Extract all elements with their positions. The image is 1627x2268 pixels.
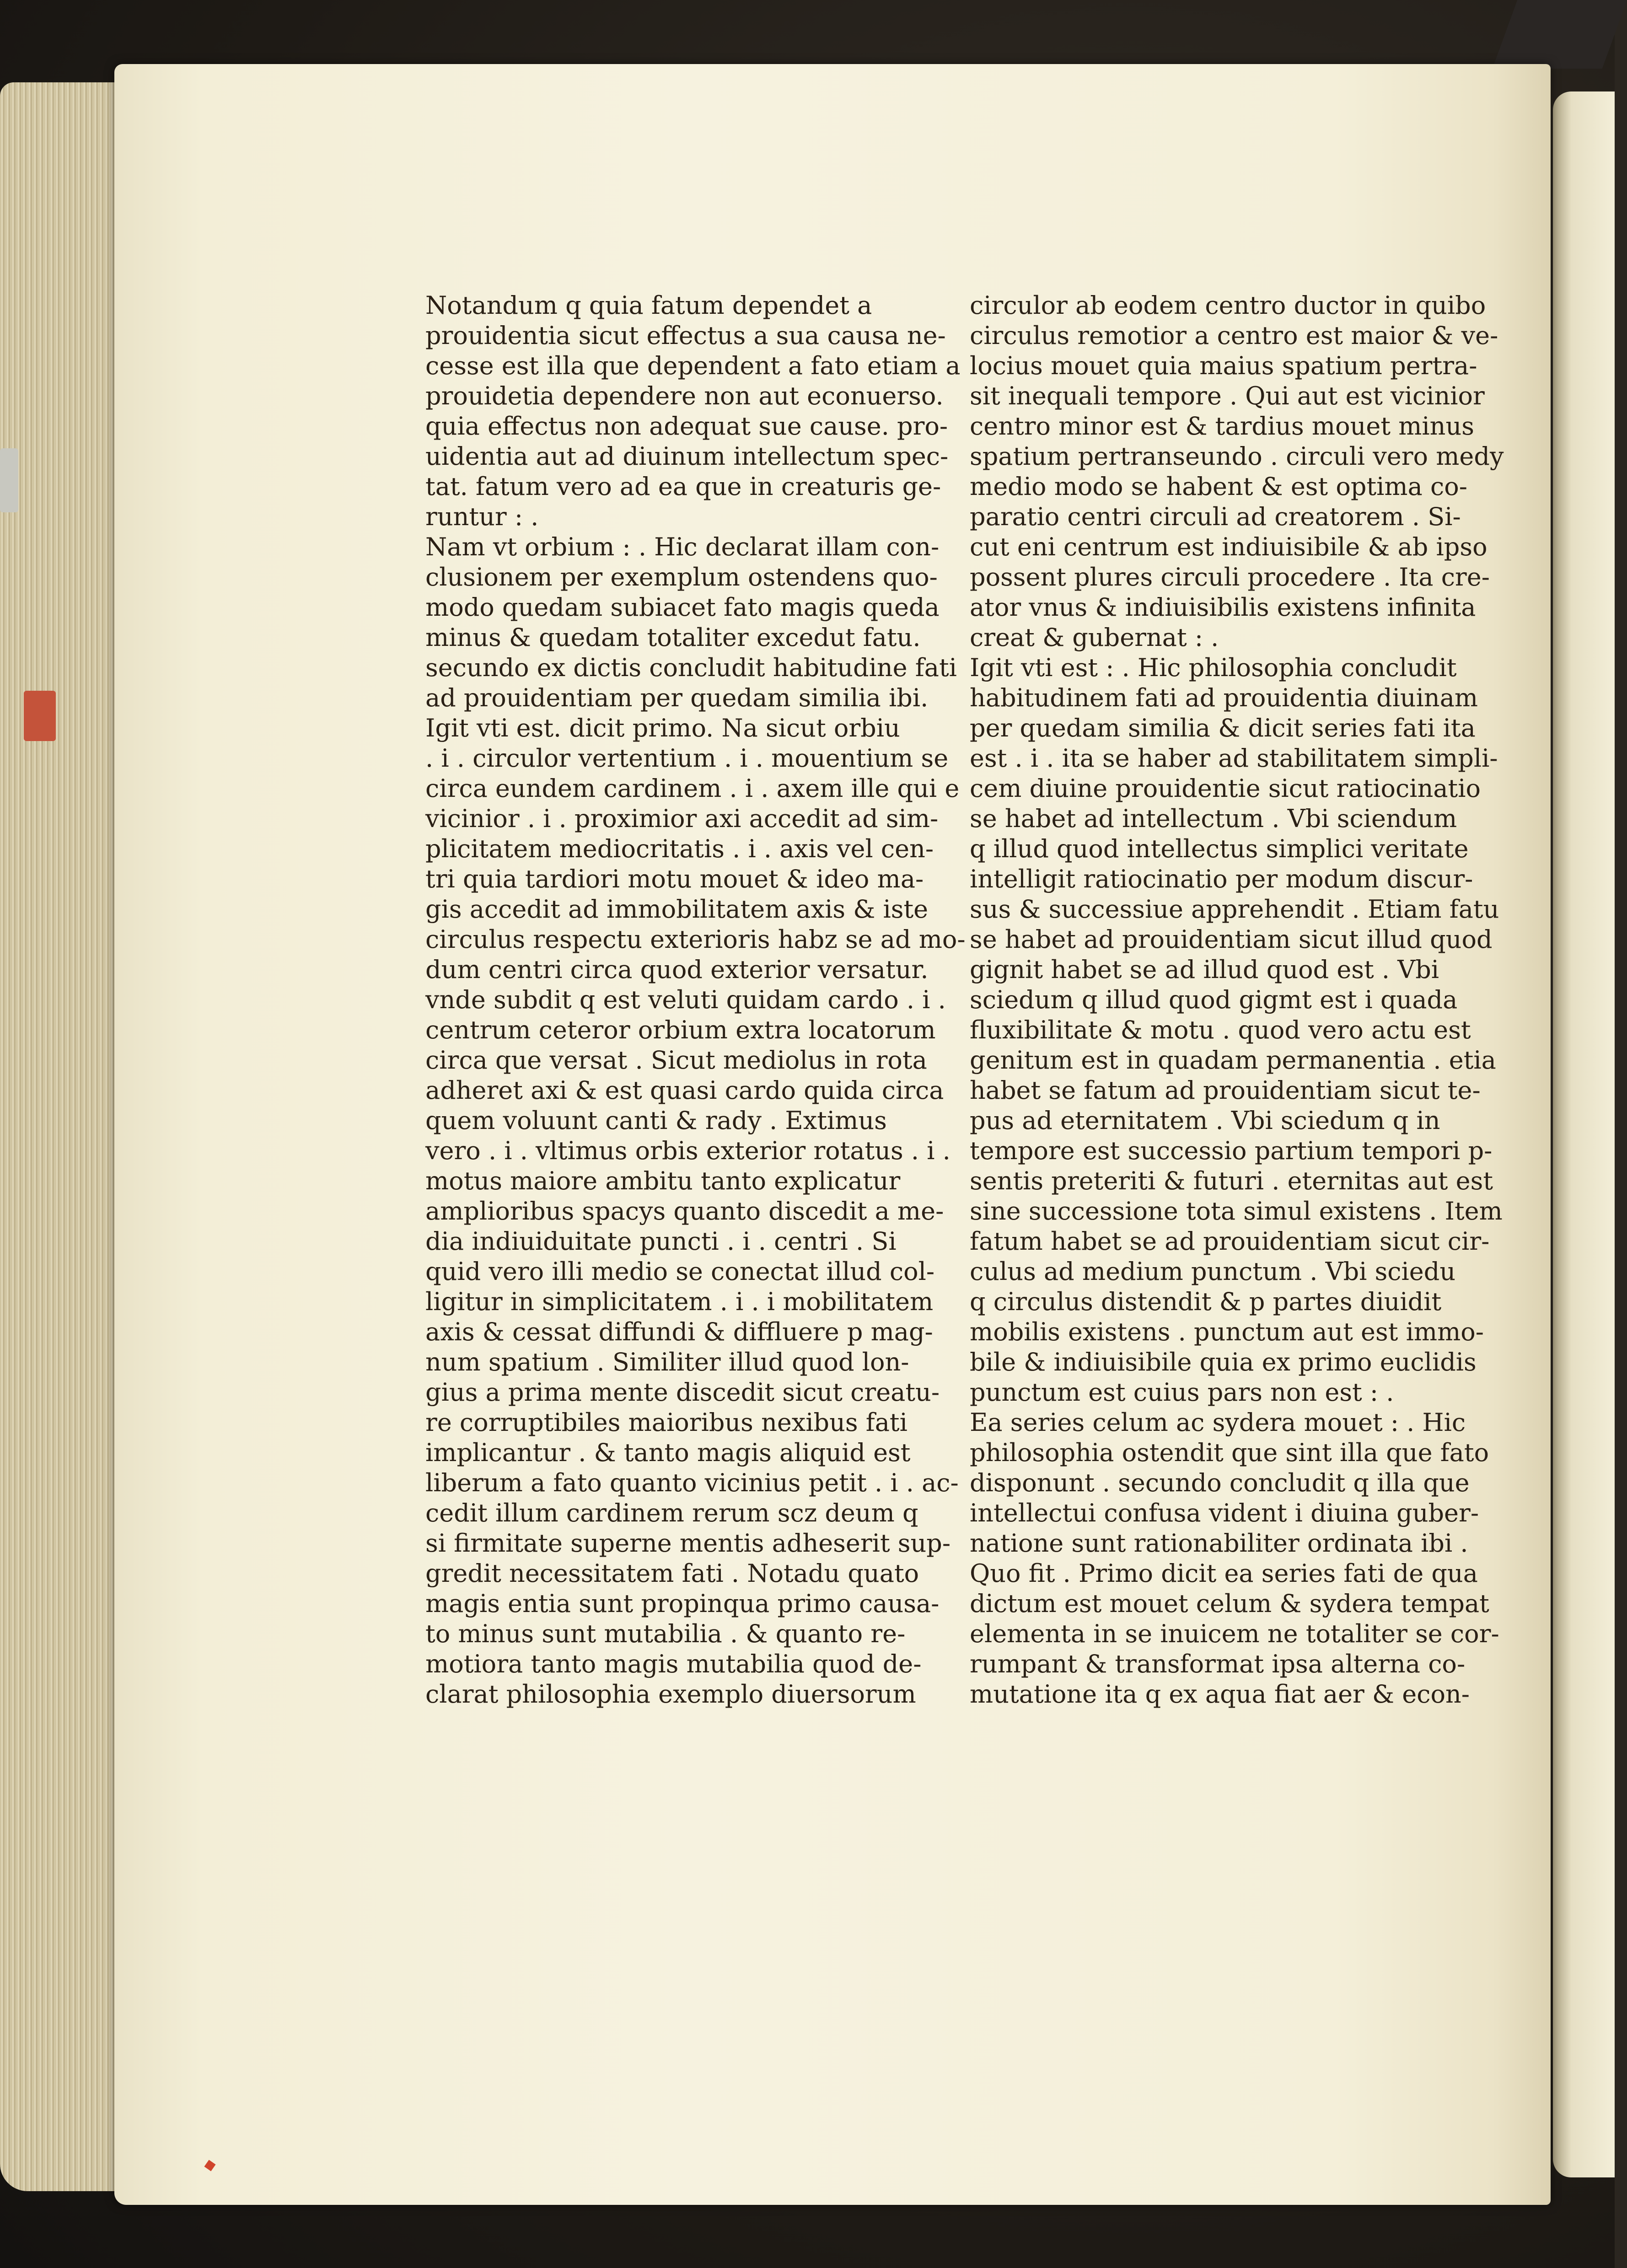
text-line: quem voluunt canti & rady . Extimus bbox=[425, 1106, 887, 1135]
text-line: si firmitate superne mentis adheserit sup- bbox=[425, 1529, 951, 1558]
text-line: possent plures circuli procedere . Ita cre- bbox=[970, 563, 1490, 591]
text-line: magis entia sunt propinqua primo causa- bbox=[425, 1589, 940, 1618]
text-line: gis accedit ad immobilitatem axis & iste bbox=[425, 895, 929, 924]
text-line: circa eundem cardinem . i . axem ille qui e bbox=[425, 774, 960, 803]
text-line: circulus respectu exterioris habz se ad mo- bbox=[425, 925, 966, 954]
text-line: pus ad eternitatem . Vbi sciedum q in bbox=[970, 1106, 1440, 1135]
text-line: gignit habet se ad illud quod est . Vbi bbox=[970, 955, 1439, 984]
facing-page-edge bbox=[1553, 91, 1615, 2177]
text-line: spatium pertranseundo . circuli vero medy bbox=[970, 442, 1504, 471]
text-line: Nam vt orbium : . Hic declarat illam con- bbox=[425, 532, 940, 561]
book-edge-pages bbox=[0, 82, 119, 2191]
text-line: circulus remotior a centro est maior & ve- bbox=[970, 321, 1498, 350]
text-line: tat. fatum vero ad ea que in creaturis ge- bbox=[425, 472, 941, 501]
text-line: sentis preteriti & futuri . eternitas aut est bbox=[970, 1166, 1493, 1195]
text-line: re corruptibiles maioribus nexibus fati bbox=[425, 1408, 907, 1437]
text-line: motiora tanto magis mutabilia quod de- bbox=[425, 1650, 922, 1678]
text-line: vero . i . vltimus orbis exterior rotatus . i . bbox=[425, 1136, 950, 1165]
text-line: punctum est cuius pars non est : . bbox=[970, 1378, 1394, 1407]
text-line: motus maiore ambitu tanto explicatur bbox=[425, 1166, 901, 1195]
text-line: liberum a fato quanto vicinius petit . i . ac- bbox=[425, 1468, 959, 1497]
text-line: Quo fit . Primo dicit ea series fati de qua bbox=[970, 1559, 1478, 1588]
text-line: locius mouet quia maius spatium pertra- bbox=[970, 351, 1477, 380]
text-line: cesse est illa que dependent a fato etiam a bbox=[425, 351, 961, 380]
text-line: cem diuine prouidentie sicut ratiocinatio bbox=[970, 774, 1481, 803]
text-line: quia effectus non adequat sue cause. pro- bbox=[425, 412, 948, 441]
text-line: q illud quod intellectus simplici veritate bbox=[970, 834, 1469, 863]
text-line: creat & gubernat : . bbox=[970, 623, 1219, 652]
text-line: disponunt . secundo concludit q illa que bbox=[970, 1468, 1470, 1497]
text-line: Ea series celum ac sydera mouet : . Hic bbox=[970, 1408, 1466, 1437]
text-line: amplioribus spacys quanto discedit a me- bbox=[425, 1197, 944, 1225]
text-line: intelligit ratiocinatio per modum discur- bbox=[970, 865, 1473, 893]
text-line: tri quia tardiori motu mouet & ideo ma- bbox=[425, 865, 924, 893]
text-line: dia indiuiduitate puncti . i . centri . Si bbox=[425, 1227, 897, 1256]
text-line: secundo ex dictis concludit habitudine fati bbox=[425, 653, 957, 682]
text-line: centrum ceteror orbium extra locatorum bbox=[425, 1016, 936, 1044]
text-line: bile & indiuisibile quia ex primo euclidis bbox=[970, 1348, 1477, 1376]
text-line: circa que versat . Sicut mediolus in rota bbox=[425, 1046, 927, 1075]
text-line: implicantur . & tanto magis aliquid est bbox=[425, 1438, 911, 1467]
text-line: per quedam similia & dicit series fati ita bbox=[970, 714, 1476, 742]
text-line: sine successione tota simul existens . Item bbox=[970, 1197, 1503, 1225]
text-line: adheret axi & est quasi cardo quida circa bbox=[425, 1076, 944, 1105]
text-line: mutatione ita q ex aqua fiat aer & econ- bbox=[970, 1680, 1470, 1709]
red-tab-marker bbox=[24, 691, 56, 741]
text-line: uidentia aut ad diuinum intellectum spec- bbox=[425, 442, 949, 471]
text-line: habitudinem fati ad prouidentia diuinam bbox=[970, 683, 1478, 712]
text-line: cut eni centrum est indiuisibile & ab ipso bbox=[970, 532, 1487, 561]
text-line: plicitatem mediocritatis . i . axis vel cen- bbox=[425, 834, 934, 863]
text-line: axis & cessat diffundi & diffluere p mag- bbox=[425, 1317, 933, 1346]
text-line: runtur : . bbox=[425, 502, 539, 531]
text-line: tempore est successio partium tempori p- bbox=[970, 1136, 1493, 1165]
text-line: rumpant & transformat ipsa alterna co- bbox=[970, 1650, 1466, 1678]
text-line: vicinior . i . proximior axi accedit ad sim- bbox=[425, 804, 939, 833]
right-text-column bbox=[970, 290, 1504, 1709]
text-line: philosophia ostendit que sint illa que fato bbox=[970, 1438, 1489, 1467]
text-line: minus & quedam totaliter excedut fatu. bbox=[425, 623, 921, 652]
text-line: . i . circulor vertentium . i . mouentium se bbox=[425, 744, 949, 773]
text-line: quid vero illi medio se conectat illud col- bbox=[425, 1257, 935, 1286]
text-line: num spatium . Similiter illud quod lon- bbox=[425, 1348, 909, 1376]
text-line: gius a prima mente discedit sicut creatu- bbox=[425, 1378, 940, 1407]
text-line: Igit vti est : . Hic philosophia concludit bbox=[970, 653, 1457, 682]
text-line: Igit vti est. dicit primo. Na sicut orbiu bbox=[425, 714, 900, 742]
text-line: centro minor est & tardius mouet minus bbox=[970, 412, 1474, 441]
text-line: dum centri circa quod exterior versatur. bbox=[425, 955, 929, 984]
text-line: circulor ab eodem centro ductor in quibo bbox=[970, 291, 1486, 320]
text-line: se habet ad prouidentiam sicut illud quod bbox=[970, 925, 1493, 954]
text-line: paratio centri circuli ad creatorem . Si- bbox=[970, 502, 1461, 531]
text-line: prouidetia dependere non aut econuerso. bbox=[425, 382, 944, 410]
text-line: clarat philosophia exemplo diuersorum bbox=[425, 1680, 916, 1709]
left-text-column bbox=[425, 290, 966, 1709]
text-line: ligitur in simplicitatem . i . i mobilitatem bbox=[425, 1287, 934, 1316]
text-line: modo quedam subiacet fato magis queda bbox=[425, 593, 940, 622]
text-line: sit inequali tempore . Qui aut est vicinior bbox=[970, 382, 1485, 410]
text-line: fatum habet se ad prouidentiam sicut cir- bbox=[970, 1227, 1490, 1256]
text-line: sus & successiue apprehendit . Etiam fatu bbox=[970, 895, 1499, 924]
text-line: fluxibilitate & motu . quod vero actu est bbox=[970, 1016, 1471, 1044]
text-line: habet se fatum ad prouidentiam sicut te- bbox=[970, 1076, 1481, 1105]
text-line: vnde subdit q est veluti quidam cardo . i . bbox=[425, 985, 946, 1014]
text-line: q circulus distendit & p partes diuidit bbox=[970, 1287, 1442, 1316]
text-line: natione sunt rationabiliter ordinata ibi . bbox=[970, 1529, 1468, 1558]
text-line: cedit illum cardinem rerum scz deum q bbox=[425, 1499, 918, 1527]
text-line: elementa in se inuicem ne totaliter se cor- bbox=[970, 1619, 1499, 1648]
text-line: sciedum q illud quod gigmt est i quada bbox=[970, 985, 1458, 1014]
text-line: ator vnus & indiuisibilis existens infinita bbox=[970, 593, 1476, 622]
text-line: ad prouidentiam per quedam similia ibi. bbox=[425, 683, 929, 712]
paper-tab-marker bbox=[0, 448, 18, 512]
text-line: se habet ad intellectum . Vbi sciendum bbox=[970, 804, 1457, 833]
text-line: mobilis existens . punctum aut est immo- bbox=[970, 1317, 1484, 1346]
text-line: est . i . ita se haber ad stabilitatem simpli- bbox=[970, 744, 1498, 773]
text-line: gredit necessitatem fati . Notadu quato bbox=[425, 1559, 919, 1588]
text-line: prouidentia sicut effectus a sua causa ne- bbox=[425, 321, 946, 350]
text-line: intellectui confusa vident i diuina guber- bbox=[970, 1499, 1479, 1527]
text-line: genitum est in quadam permanentia . etia bbox=[970, 1046, 1496, 1075]
text-line: to minus sunt mutabilia . & quanto re- bbox=[425, 1619, 906, 1648]
text-line: Notandum q quia fatum dependet a bbox=[425, 291, 872, 320]
text-line: medio modo se habent & est optima co- bbox=[970, 472, 1467, 501]
text-line: dictum est mouet celum & sydera tempat bbox=[970, 1589, 1489, 1618]
text-line: culus ad medium punctum . Vbi sciedu bbox=[970, 1257, 1456, 1286]
text-line: clusionem per exemplum ostendens quo- bbox=[425, 563, 938, 591]
